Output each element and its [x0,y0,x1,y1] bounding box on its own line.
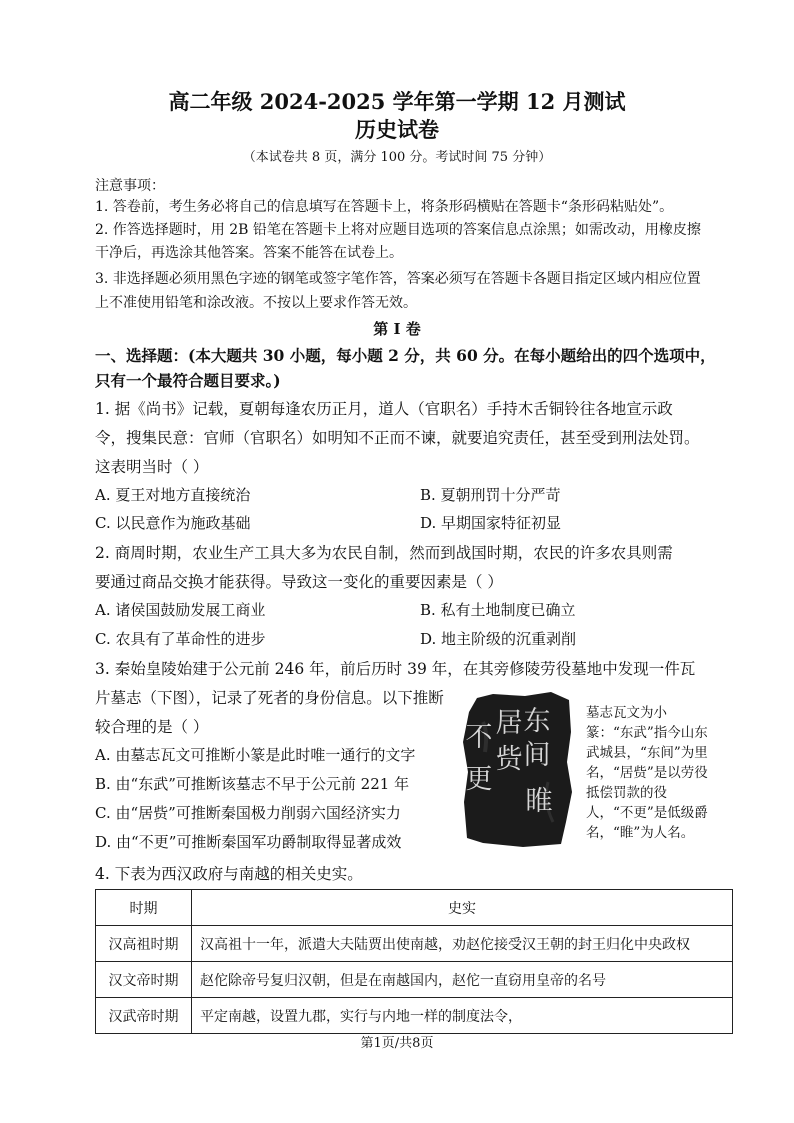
table-row [96,926,733,962]
history-table [95,889,733,1034]
question-3-option-c: C. 由“居赀”可推断秦国极力削弱六国经济实力 [95,804,401,822]
question-1-option-a: A. 夏王对地方直接统治 [95,486,251,504]
question-1-text: 令，搜集民意：官师（官职名）如明知不正而不谏，就要追究责任，甚至受到刑法处罚。 [95,429,700,447]
table-row [96,962,733,998]
inscription-glyph: 睢 [525,786,553,817]
question-1-text: 1. 据《尚书》记载，夏朝每逢农历正月，道人（官职名）手持木舌铜铃往各地宣示政 [95,400,673,418]
question-2-text: 要通过商品交换才能获得。导致这一变化的重要因素是（ ） [95,573,503,591]
tile-inscription-caption: 墓志瓦文为小篆：“东武”指今山东武城县，“东间”为里名，“居赀”是以劳役抵偿罚款的役人，“不更”是低级爵名，“睢”为人名。 [586,705,708,841]
question-1-option-d: D. 早期国家特征初显 [420,514,562,532]
inscription-glyph: 东 [523,706,551,737]
notice-line: 2. 作答选择题时，用 2B 铅笔在答题卡上将对应题目选项的答案信息点涂黑；如需改动，用橡皮擦 [95,222,701,238]
question-3-option-a: A. 由墓志瓦文可推断小篆是此时唯一通行的文字 [95,746,416,764]
table-cell-period: 汉高祖时期 [96,926,192,962]
table-row [96,998,733,1034]
inscription-glyph: 间 [523,740,551,771]
question-1-text: 这表明当时（ ） [95,458,209,476]
question-3-text: 较合理的是（ ） [95,718,209,736]
question-2-option-a: A. 诸侯国鼓励发展工商业 [95,601,266,619]
notice-line: 上不准使用铅笔和涂改液。不按以上要求作答无效。 [95,295,417,311]
table-header-cell: 史实 [192,890,733,926]
exam-subject: 历史试卷 [355,117,439,142]
volume-heading: 第 I 卷 [373,320,421,338]
inscription-glyph: 不 [465,722,493,753]
table-cell-fact: 赵佗除帝号复归汉朝，但是在南越国内，赵佗一直窃用皇帝的名号 [192,962,733,998]
inscription-glyph: 赀 [495,744,523,775]
tile-inscription-image [463,692,573,847]
exam-info: （本试卷共 8 页，满分 100 分。考试时间 75 分钟） [242,150,552,165]
question-2-option-c: C. 农具有了革命性的进步 [95,630,266,648]
question-3-option-d: D. 由“不更”可推断秦国军功爵制取得显著成效 [95,833,402,851]
notice-line: 3. 非选择题必须用黑色字迹的钢笔或签字笔作答，答案必须写在答题卡各题目指定区域内相应位置 [95,271,701,287]
question-2-text: 2. 商周时期，农业生产工具大多为农民自制，然而到战国时期，农民的许多农具则需 [95,544,673,562]
table-header-row [96,890,733,926]
inscription-glyph: 更 [465,764,493,795]
question-3-option-b: B. 由“东武”可推断该墓志不早于公元前 221 年 [95,775,410,793]
table-cell-fact: 汉高祖十一年，派遣大夫陆贾出使南越，劝赵佗接受汉王朝的封王归化中央政权 [192,926,733,962]
notice-heading: 注意事项： [95,178,165,194]
inscription-glyph: 居 [495,708,523,739]
question-1-option-b: B. 夏朝刑罚十分严苛 [420,486,561,504]
question-3-text: 片墓志（下图），记录了死者的身份信息。以下推断 [95,689,444,707]
notice-line: 1. 答卷前，考生务必将自己的信息填写在答题卡上，将条形码横贴在答题卡“条形码粘贴处”。 [95,199,674,215]
exam-title: 高二年级 2024-2025 学年第一学期 12 月测试 [168,89,626,114]
notice-line: 干净后，再选涂其他答案。答案不能答在试卷上。 [95,245,403,261]
table-cell-period: 汉文帝时期 [96,962,192,998]
question-3-text: 3. 秦始皇陵始建于公元前 246 年，前后历时 39 年，在其旁修陵劳役墓地中发现一件瓦 [95,660,696,678]
question-1-option-c: C. 以民意作为施政基础 [95,514,251,532]
question-2-option-b: B. 私有土地制度已确立 [420,601,576,619]
question-4-text: 4. 下表为西汉政府与南越的相关史实。 [95,865,363,883]
page-number: 第1页/共8页 [360,1036,434,1051]
table-header-cell: 时期 [96,890,192,926]
question-2-option-d: D. 地主阶级的沉重剥削 [420,630,577,648]
section-heading: 一、选择题：(本大题共 30 小题，每小题 2 分，共 60 分。在每小题给出的四个选项中， [95,346,716,365]
table-cell-period: 汉武帝时期 [96,998,192,1034]
table-cell-fact: 平定南越，设置九郡，实行与内地一样的制度法令， [192,998,733,1034]
section-heading: 只有一个最符合题目要求。) [95,371,281,390]
